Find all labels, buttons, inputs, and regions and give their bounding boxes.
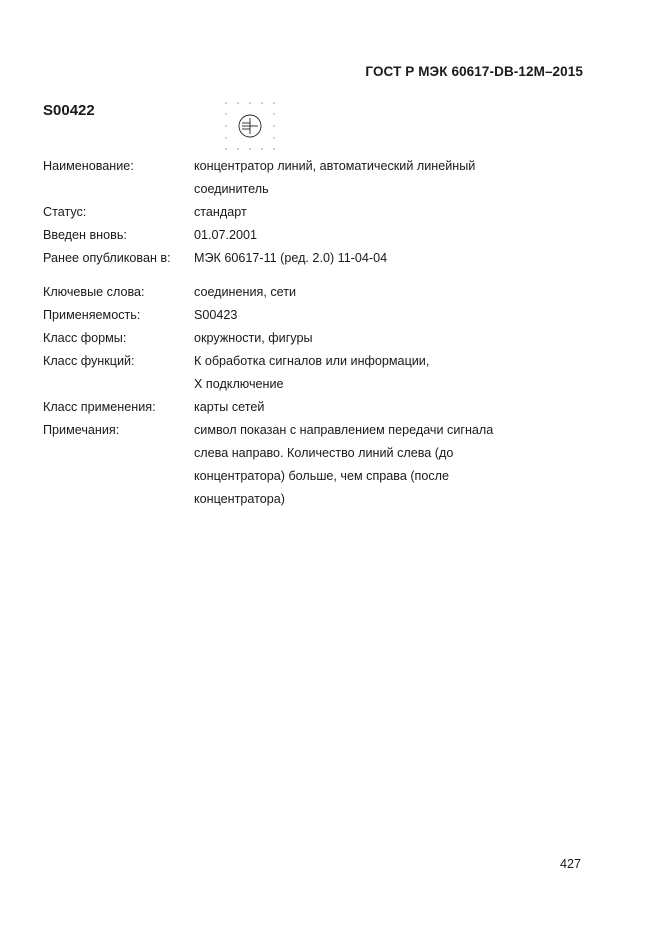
field-label: Статус: <box>43 205 87 219</box>
field-value <box>194 350 524 396</box>
field-introduced <box>43 224 524 247</box>
document-header: ГОСТ Р МЭК 60617-DB-12M–2015 <box>365 64 583 79</box>
field-shape-class <box>43 327 524 350</box>
value-line: концентратор линий, автоматический линейный <box>194 159 476 173</box>
symbol-fields <box>43 155 524 511</box>
field-keywords <box>43 281 524 304</box>
field-value: МЭК 60617-11 (ред. 2.0) 11-04-04 <box>194 251 388 265</box>
value-line: концентратора) <box>194 492 285 506</box>
field-label: Класс формы: <box>43 331 127 345</box>
group-spacer <box>43 270 524 281</box>
field-label: Ключевые слова: <box>43 285 145 299</box>
value-line: концентратора) больше, чем справа (после <box>194 469 449 483</box>
line-concentrator-symbol-icon <box>222 101 278 151</box>
field-notes <box>43 419 524 511</box>
field-value: S00423 <box>194 308 238 322</box>
field-application-class <box>43 396 524 419</box>
field-value <box>194 419 524 511</box>
value-line: Х подключение <box>194 377 284 391</box>
field-label: Класс применения: <box>43 400 156 414</box>
field-label: Класс функций: <box>43 354 135 368</box>
field-label: Введен вновь: <box>43 228 127 242</box>
field-applicability <box>43 304 524 327</box>
page-number: 427 <box>560 857 582 871</box>
field-name <box>43 155 524 201</box>
field-previously-published <box>43 247 524 270</box>
value-line: слева направо. Количество линий слева (до <box>194 446 454 460</box>
field-value: соединения, сети <box>194 285 297 299</box>
value-line: К обработка сигналов или информации, <box>194 354 430 368</box>
symbol-code: S00422 <box>43 102 95 119</box>
field-label: Применяемость: <box>43 308 141 322</box>
field-value: 01.07.2001 <box>194 228 258 242</box>
value-line: соединитель <box>194 182 269 196</box>
field-label: Наименование: <box>43 159 134 173</box>
field-value: окружности, фигуры <box>194 331 313 345</box>
field-value <box>194 155 524 201</box>
field-label: Примечания: <box>43 423 120 437</box>
field-label: Ранее опубликован в: <box>43 251 171 265</box>
value-line: символ показан с направлением передачи сигнала <box>194 423 494 437</box>
field-value: карты сетей <box>194 400 265 414</box>
field-value: стандарт <box>194 205 247 219</box>
field-status <box>43 201 524 224</box>
field-function-class <box>43 350 524 396</box>
